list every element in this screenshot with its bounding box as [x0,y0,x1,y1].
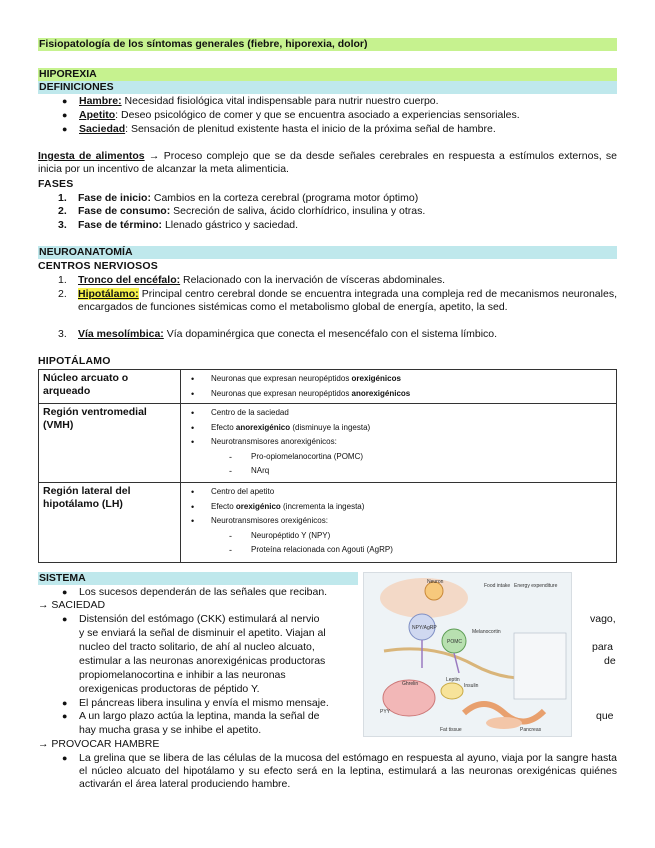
section-hiporexia-header: HIPOREXIA [38,68,617,81]
saciedad-line: orexigenicas productoras de péptido Y. [79,683,260,695]
list-item: - Pro-opiomelanocortina (POMC) [185,450,612,465]
list-item: - Proteína relacionada con Agouti (AgRP) [185,543,612,558]
bullet-icon: ● [62,614,68,624]
list-item: • Neuronas que expresan neuropéptidos anorexigénicos [185,387,612,402]
fat-cell-shape [441,683,463,699]
list-item: • Efecto orexigénico (incrementa la ingesta) [185,500,612,515]
hipotalamo-table [38,369,617,563]
figure-label: PYY [380,709,391,715]
table-row [39,370,617,404]
centros-nerviosos-header: CENTROS NERVIOSOS [38,260,158,272]
fase-inicio: Fase de inicio: Cambios en la corteza cerebral (programa motor óptimo) [78,192,419,204]
brain-region-shape [380,578,468,618]
grelina-paragraph: La grelina que se libera de las células de la mucosa del estómago en respuesta al ayuno, viaja por la sangre hasta el núcleo alcuato del hipotálamo y su efecto será en la leptina, estimulará a las neuronas orexigénicas quiénes activarán el área lateral produciendo hambre. [79,752,617,790]
figure-label: Insulin [464,683,479,689]
pancreas-line: El páncreas libera insulina y envía el mismo mensaje. [79,697,329,709]
subsection-definiciones-header: DEFINICIONES [38,81,617,94]
appetite-regulation-diagram [364,573,572,737]
figure-label: NPY/AgRP [412,625,437,631]
centro-hipotalamo: Hipotálamo: Principal centro cerebral donde se encuentra integrada una compleja red de mecanismos neuronales, encargados de funciones sistémicas como el metabolismo global de energía, apetito, la sed. [78,288,617,313]
bullet-icon: ● [62,698,68,708]
item-number: 2. [58,288,67,300]
list-item: • Neuronas que expresan neuropéptidos orexigénicos [185,372,612,387]
bullet-icon: ● [62,711,68,721]
list-item: • Centro del apetito [185,485,612,500]
definition-saciedad: Saciedad: Sensación de plenitud existente hasta el inicio de la próxima señal de hambre. [79,123,496,135]
fase-number: 3. [58,219,67,231]
saciedad-line-end: vago, [590,613,616,625]
fase-consumo: Fase de consumo: Secreción de saliva, ácido clorhídrico, insulina y otras. [78,205,426,217]
list-item: • Neurotransmisores anorexigénicos: [185,435,612,450]
table-row [39,483,617,563]
saciedad-line: Distensión del estómago (CKK) estimulará al nervio [79,613,320,625]
bullet-icon: ● [62,96,68,106]
item-number: 3. [58,328,67,340]
bullet-icon: ● [62,124,68,134]
table-cell-description [181,483,617,563]
saciedad-line-end: para [592,641,614,653]
list-item: - Neuropéptido Y (NPY) [185,529,612,544]
fase-termino: Fase de término: Llenado gástrico y saciedad. [78,219,299,231]
table-cell-region: Región ventromedial (VMH) [39,404,181,483]
saciedad-line: propiomelanocortina e inhibir a las neuronas [79,669,286,681]
figure-label: Ghrelin [402,681,419,687]
legend-box-shape [514,633,566,699]
bullet-icon: ● [62,587,68,597]
definition-hambre: Hambre: Necesidad fisiológica vital indispensable para nutrir nuestro cuerpo. [79,95,439,107]
bullet-icon: ● [62,110,68,120]
table-cell-region: Núcleo arcuato o arqueado [39,370,181,404]
section-sistema-header: SISTEMA [38,572,358,585]
fase-number: 2. [58,205,67,217]
table-cell-description [181,404,617,483]
bullet-icon: ● [62,753,68,763]
saciedad-label: → SACIEDAD [38,599,106,611]
saciedad-line-end: de [604,655,616,667]
item-number: 1. [58,274,67,286]
list-item: • Neurotransmisores orexigénicos: [185,514,612,529]
saciedad-line: estimular a las neuronas anorexigénicas productoras [79,655,326,667]
list-item: • Centro de la saciedad [185,406,612,421]
figure-label: POMC [447,639,462,645]
list-item: • Efecto anorexigénico (disminuye la ingesta) [185,421,612,436]
provocar-hambre-label: → PROVOCAR HAMBRE [38,738,160,750]
table-cell-description [181,370,617,404]
table-row [39,404,617,483]
table-cell-region: Región lateral del hipotálamo (LH) [39,483,181,563]
figure-label: Leptin [446,677,460,683]
hipotalamo-header: HIPOTÁLAMO [38,355,111,367]
fases-header: FASES [38,178,74,190]
figure-label: Pancreas [520,727,542,733]
figure-label: Neuron [427,579,444,585]
centro-via-mesolimbica: Vía mesolímbica: Vía dopaminérgica que conecta el mesencéfalo con el sistema límbico. [78,328,498,340]
pancreas-shape [486,717,522,729]
list-item: - NArq [185,464,612,479]
ingesta-paragraph: Ingesta de alimentos → Proceso complejo que se da desde señales cerebrales en respuesta a estímulos externos, se inicia por un incentivo de alcanzar la meta alimenticia. [38,150,617,175]
figure-label: Energy expenditure [514,583,558,589]
appetite-regulation-figure [363,572,572,737]
leptina-line-end: que [596,710,614,722]
sistema-intro: Los sucesos dependerán de las señales que reciban. [79,586,328,598]
leptina-line: hay mucha grasa y se inhibe el apetito. [79,724,262,736]
definition-apetito: Apetito: Deseo psicológico de comer y que se encuentra asociado a experiencias sensoriales. [79,109,520,121]
saciedad-line: nucleo del tracto solitario, de ahí al nucleo alcuato, [79,641,315,653]
fase-number: 1. [58,192,67,204]
document-title: Fisiopatología de los síntomas generales (fiebre, hiporexia, dolor) [38,38,617,51]
section-neuroanatomia-header: NEUROANATOMÍA [38,246,617,259]
saciedad-line: y se enviará la señal de disminuir el apetito. Viajan al [79,627,326,639]
figure-label: Fat tissue [440,727,462,733]
figure-label: Melanocortin [472,629,501,635]
leptina-line: A un largo plazo actúa la leptina, manda la señal de [79,710,320,722]
centro-tronco: Tronco del encéfalo: Relacionado con la inervación de vísceras abdominales. [78,274,446,286]
figure-label: Food intake [484,583,511,589]
